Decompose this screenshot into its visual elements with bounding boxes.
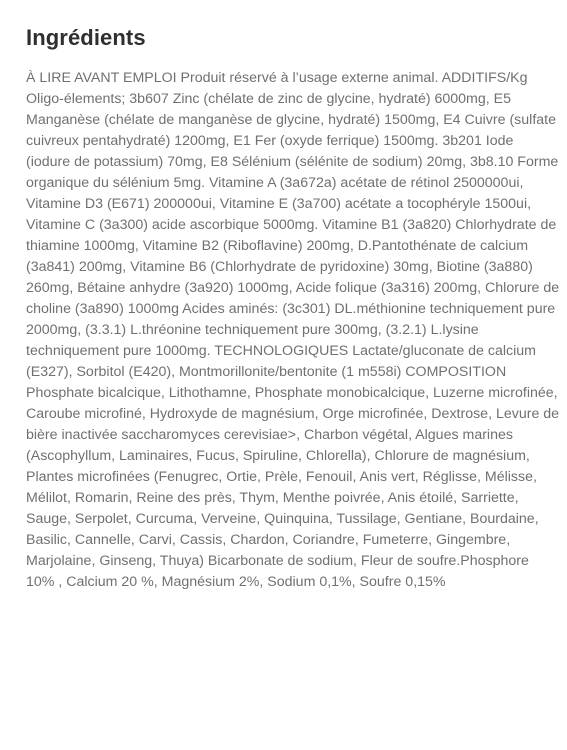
ingredients-section [26,22,561,593]
ingredients-heading: Ingrédients [26,25,146,50]
ingredients-text: À LIRE AVANT EMPLOI Produit réservé à l’usage externe animal. ADDITIFS/Kg Oligo-élements; 3b607 Zinc (chélate de zinc de glycine, hydraté) 6000mg, E5 Manganèse (chélate de manganèse de glycine, hydraté) 1500mg, E4 Cuivre (sulfate cuivreux pentahydraté) 1200mg, E1 Fer (oxyde ferrique) 1500mg. 3b201 Iode (iodure de potassium) 70mg, E8 Sélénium (sélénite de sodium) 20mg, 3b8.10 Forme organique du sélénium 5mg. Vitamine A (3a672a) acétate de rétinol 2500000ui, Vitamine D3 (E671) 200000ui, Vitamine E (3a700) acétate a tocophéryle 1500ui, Vitamine C (3a300) acide ascorbique 5000mg. Vitamine B1 (3a820) Chlorhydrate de thiamine 1000mg, Vitamine B2 (Riboflavine) 200mg, D.Pantothénate de calcium (3a841) 200mg, Vitamine B6 (Chlorhydrate de pyridoxine) 30mg, Biotine (3a880) 260mg, Bétaine anhydre (3a920) 1000mg, Acide folique (3a316) 200mg, Chlorure de choline (3a890) 1000mg Acides aminés: (3c301) DL.méthionine techniquement pure 2000mg, (3.3.1) L.thréonine techniquement pure 300mg, (3.2.1) L.lysine techniquement pure 1000mg. TECHNOLOGIQUES Lactate/gluconate de calcium (E327), Sorbitol (E420), Montmorillonite/bentonite (1 m558i) COMPOSITION Phosphate bicalcique, Lithothamne, Phosphate monobicalcique, Luzerne microfinée, Caroube microfiné, Hydroxyde de magnésium, Orge microfinée, Dextrose, Levure de bière inactivée saccharomyces cerevisiae>, Charbon végétal, Algues marines (Ascophyllum, Laminaires, Fucus, Spiruline, Chlorella), Chlorure de magnésium, Plantes microfinées (Fenugrec, Ortie, Prèle, Fenouil, Anis vert, Réglisse, Mélisse, Mélilot, Romarin, Reine des près, Thym, Menthe poivrée, Anis étoilé, Sarriette, Sauge, Serpolet, Curcuma, Verveine, Quinquina, Tussilage, Gentiane, Bourdaine, Basilic, Cannelle, Carvi, Cassis, Chardon, Coriandre, Fumeterre, Gingembre, Marjolaine, Ginseng, Thuya) Bicarbonate de sodium, Fleur de soufre.Phosphore 10% , Calcium 20 %, Magnésium 2%, Sodium 0,1%, Soufre 0,15% [26,70,560,590]
